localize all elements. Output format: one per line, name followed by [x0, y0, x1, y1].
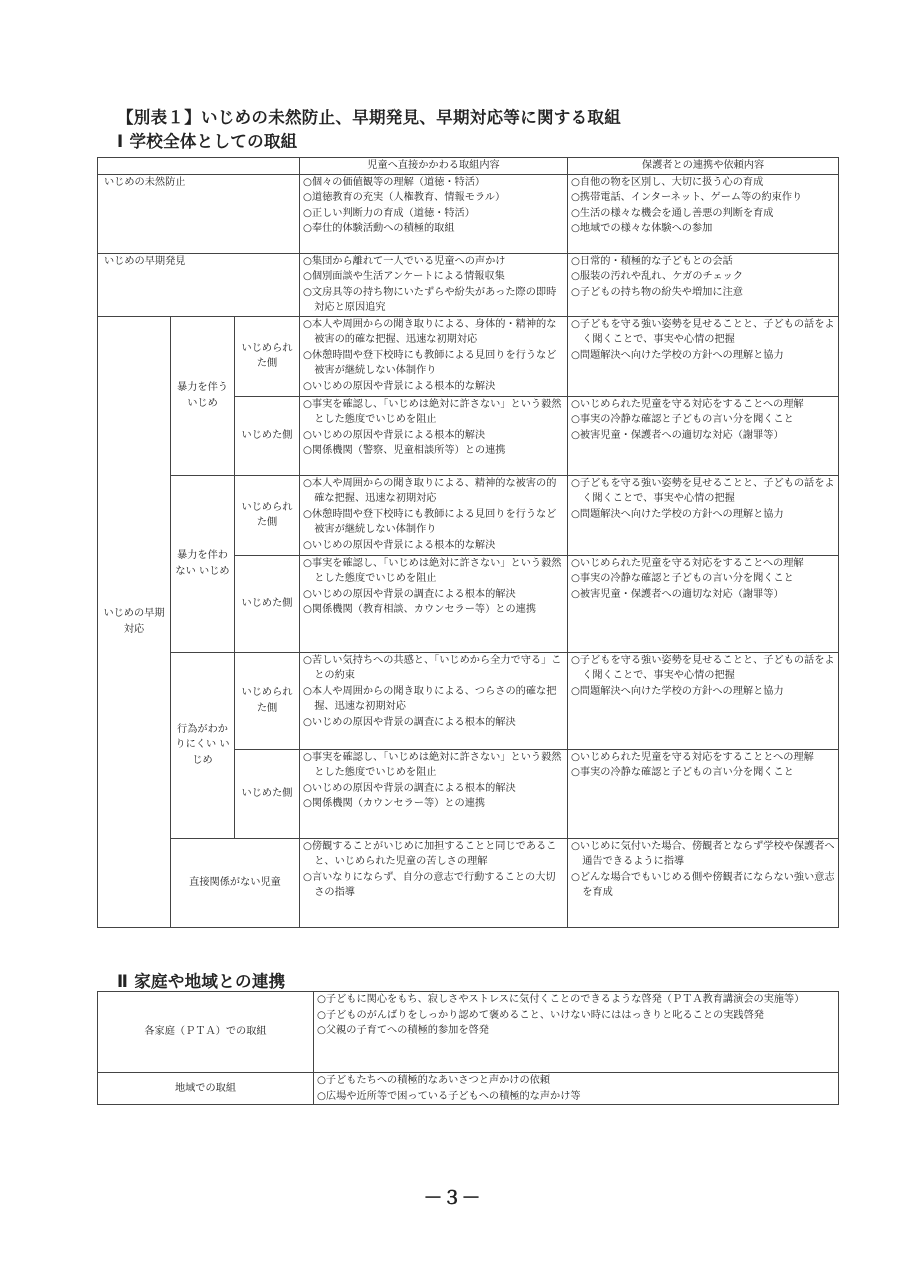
list-item: ○服装の汚れや乱れ、ケガのチェック — [571, 271, 744, 282]
list-item: ○奉仕的体験活動への積極的取組 — [303, 223, 455, 234]
victim-side-label: いじめられた側 — [235, 316, 300, 396]
nonviolent-bully-parents — [568, 555, 839, 652]
hidden-bully-direct — [300, 749, 568, 838]
prevention-row — [98, 174, 839, 253]
bystander-row — [98, 838, 839, 927]
early-detection-label: いじめの早期発見 — [98, 253, 300, 316]
bystander-parents — [568, 838, 839, 927]
hidden-bully-parents — [568, 749, 839, 838]
list-item: ○いじめの原因や背景の調査による根本的解決 — [303, 716, 516, 728]
section-1-heading: Ⅰ 学校全体としての取組 — [117, 132, 298, 151]
home-row — [98, 992, 839, 1073]
list-item: ○問題解決へ向けた学校の方針への理解と協力 — [571, 508, 784, 520]
list-item: ○関係機関（カウンセラー等）との連携 — [303, 798, 486, 809]
list-item: ○事実の冷静な確認と子どもの言い分を聞くこと — [571, 414, 794, 425]
nonviolent-victim-row — [98, 475, 839, 555]
list-item: ○子どもを守る強い姿勢を見せることと、子どもの話をよく聞くことで、事実や心情の把握 — [571, 654, 835, 681]
header-blank — [98, 158, 300, 175]
header-row — [98, 158, 839, 175]
list-item: ○言いなりにならず、自分の意志で行動することの大切さの指導 — [303, 871, 556, 898]
list-item: ○いじめの原因や背景による根本的な解決 — [303, 380, 496, 392]
list-item: ○いじめの原因や背景の調査による根本的解決 — [303, 588, 516, 600]
list-item: ○関係機関（教育相談、カウンセラー等）との連携 — [303, 604, 537, 615]
list-item: ○自他の物を区別し、大切に扱う心の育成 — [571, 176, 764, 188]
list-item: ○事実を確認し、「いじめは絶対に許さない」という毅然とした態度でいじめを阻止 — [303, 557, 562, 584]
list-item: ○文房具等の持ち物にいたずらや紛失があった際の即時対応と原因追究 — [303, 286, 557, 313]
nonviolent-victim-parents — [568, 475, 839, 555]
list-item: ○個々の価値観等の理解（道徳・特活） — [303, 176, 486, 188]
list-item: ○苦しい気持ちへの共感と、「いじめから全力で守る」ことの約束 — [303, 654, 562, 681]
list-item: ○いじめの原因や背景による根本的な解決 — [303, 539, 496, 551]
bully-side-label: いじめた側 — [235, 749, 300, 838]
header-direct: 児童へ直接かかわる取組内容 — [300, 158, 568, 175]
list-item: ○子どもを守る強い姿勢を見せることと、子どもの話をよく聞くことで、事実や心情の把握 — [571, 477, 835, 504]
list-item: ○事実の冷静な確認と子どもの言い分を聞くこと — [571, 767, 794, 778]
list-item: ○問題解決へ向けた学校の方針への理解と協力 — [571, 685, 784, 697]
prevention-label: いじめの未然防止 — [98, 174, 300, 253]
bully-side-label: いじめた側 — [235, 396, 300, 475]
list-item: ○地域での様々な体験への参加 — [571, 223, 713, 234]
list-item: ○子どもの持ち物の紛失や増加に注意 — [571, 286, 743, 298]
list-item: ○本人や周囲からの聞き取りによる、つらさの的確な把握、迅速な初期対応 — [303, 685, 557, 712]
list-item: ○休憩時間や登下校時にも教師による見回りを行うなど被害が継続しない体制作り — [303, 508, 557, 535]
list-item: ○関係機関（警察、児童相談所等）との連携 — [303, 445, 506, 456]
list-item: ○子どもに関心をもち、寂しさやストレスに気付くことのできるような啓発（ＰＴＡ教育講演会の実施等） — [317, 994, 805, 1005]
home-items — [314, 992, 839, 1073]
list-item: ○日常的・積極的な子どもとの会話 — [571, 255, 733, 267]
bully-side-label: いじめた側 — [235, 555, 300, 652]
hidden-category: 行為がわかりにくい いじめ — [171, 652, 235, 838]
list-item: ○事実を確認し、「いじめは絶対に許さない」という毅然とした態度でいじめを阻止 — [303, 751, 562, 778]
page-title: 【別表１】いじめの未然防止、早期発見、早期対応等に関する取組 — [117, 108, 621, 127]
list-item: ○どんな場合でもいじめる側や傍観者にならない強い意志を育成 — [571, 871, 835, 898]
list-item: ○傍観することがいじめに加担することと同じであること、いじめられた児童の苦しさの理解 — [303, 840, 557, 867]
early-detection-parents — [568, 253, 839, 316]
section-2-heading: Ⅱ 家庭や地域との連携 — [117, 972, 286, 991]
list-item: ○被害児童・保護者への適切な対応（謝罪等） — [571, 429, 784, 441]
violent-victim-parents — [568, 316, 839, 396]
header-parents: 保護者との連携や依頼内容 — [568, 158, 839, 175]
community-items — [314, 1073, 839, 1105]
nonviolent-category: 暴力を伴わない いじめ — [171, 475, 235, 652]
list-item: ○いじめの原因や背景の調査による根本的解決 — [303, 782, 516, 794]
hidden-victim-parents — [568, 652, 839, 749]
list-item: ○道徳教育の充実（人権教育、情報モラル） — [303, 192, 506, 203]
nonviolent-bully-direct — [300, 555, 568, 652]
early-detection-row — [98, 253, 839, 316]
prevention-direct — [300, 174, 568, 253]
list-item: ○父親の子育てへの積極的参加を啓発 — [317, 1025, 489, 1036]
violent-victim-row — [98, 316, 839, 396]
list-item: ○子どものがんばりをしっかり認めて褒めること、いけない時にははっきりと叱ることの実践啓発 — [317, 1009, 764, 1021]
list-item: ○いじめられた児童を守る対応をすることへの理解 — [571, 398, 804, 410]
list-item: ○子どもたちへの積極的なあいさつと声かけの依頼 — [317, 1075, 551, 1086]
violent-category: 暴力を伴う いじめ — [171, 316, 235, 475]
hidden-victim-direct — [300, 652, 568, 749]
prevention-parents — [568, 174, 839, 253]
list-item: ○生活の様々な機会を通し善悪の判断を育成 — [571, 207, 774, 219]
list-item: ○休憩時間や登下校時にも教師による見回りを行うなど被害が継続しない体制作り — [303, 349, 557, 376]
list-item: ○いじめられた児童を守る対応をすることへの理解 — [571, 557, 804, 569]
violent-bully-parents — [568, 396, 839, 475]
page-number: －３－ — [423, 1187, 481, 1209]
list-item: ○個別面談や生活アンケートによる情報収集 — [303, 271, 505, 282]
list-item: ○いじめられた児童を守る対応をすることとへの理解 — [571, 751, 814, 763]
nonviolent-victim-direct — [300, 475, 568, 555]
list-item: ○本人や周囲からの聞き取りによる、身体的・精神的な被害の的確な把握、迅速な初期対応 — [303, 318, 557, 345]
hidden-victim-row — [98, 652, 839, 749]
list-item: ○集団から離れて一人でいる児童への声かけ — [303, 255, 506, 267]
bystander-direct — [300, 838, 568, 927]
victim-side-label: いじめられた側 — [235, 475, 300, 555]
community-row — [98, 1073, 839, 1105]
early-detection-direct — [300, 253, 568, 316]
early-response-label: いじめの早期対応 — [98, 316, 171, 927]
list-item: ○問題解決へ向けた学校の方針への理解と協力 — [571, 349, 784, 361]
list-item: ○被害児童・保護者への適切な対応（謝罪等） — [571, 588, 784, 600]
school-wide-table — [97, 157, 839, 928]
violent-bully-direct — [300, 396, 568, 475]
list-item: ○事実を確認し、「いじめは絶対に許さない」という毅然とした態度でいじめを阻止 — [303, 398, 562, 425]
list-item: ○正しい判断力の育成（道徳・特活） — [303, 207, 475, 219]
list-item: ○広場や近所等で困っている子どもへの積極的な声かけ等 — [317, 1090, 581, 1102]
home-community-table — [97, 991, 839, 1105]
victim-side-label: いじめられた側 — [235, 652, 300, 749]
bystander-label: 直接関係がない児童 — [171, 838, 300, 927]
list-item: ○携帯電話、インターネット、ゲーム等の約束作り — [571, 192, 803, 203]
list-item: ○子どもを守る強い姿勢を見せることと、子どもの話をよく聞くことで、事実や心情の把握 — [571, 318, 835, 345]
home-label: 各家庭（ＰＴＡ）での取組 — [98, 992, 314, 1073]
list-item: ○事実の冷静な確認と子どもの言い分を聞くこと — [571, 573, 794, 584]
list-item: ○いじめに気付いた場合、傍観者とならず学校や保護者へ通告できるように指導 — [571, 840, 835, 867]
violent-victim-direct — [300, 316, 568, 396]
list-item: ○本人や周囲からの聞き取りによる、精神的な被害の的確な把握、迅速な初期対応 — [303, 477, 557, 504]
community-label: 地域での取組 — [98, 1073, 314, 1105]
list-item: ○いじめの原因や背景による根本的解決 — [303, 429, 486, 441]
